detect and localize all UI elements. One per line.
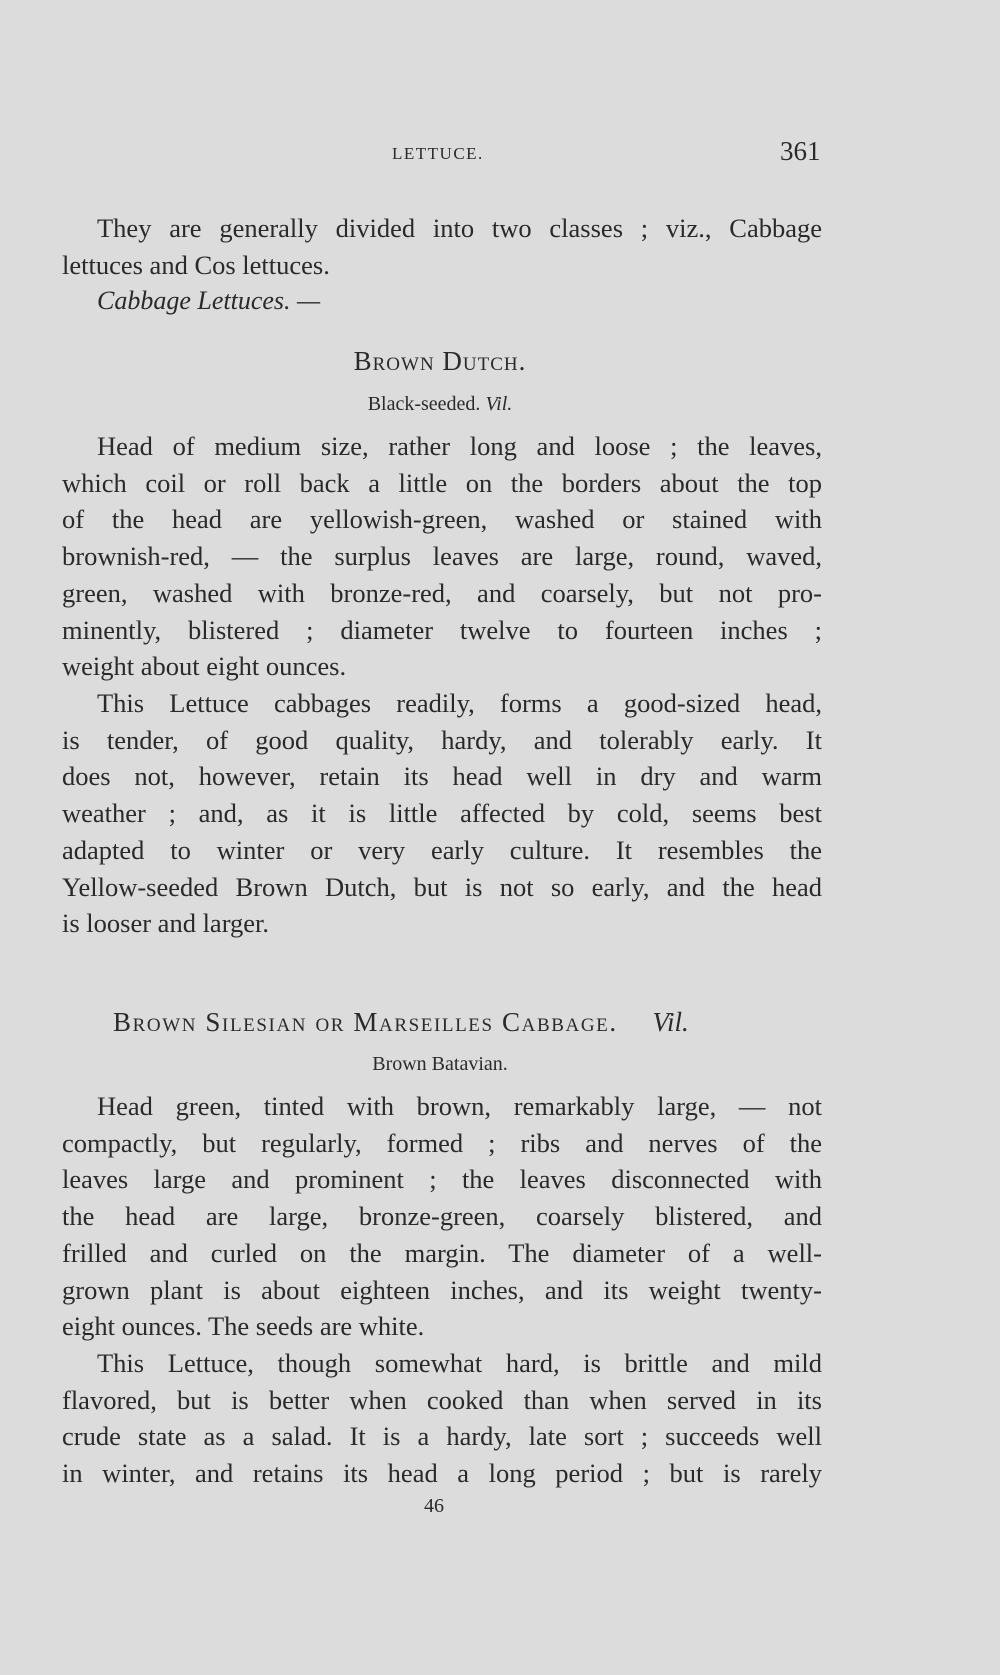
- text-line: is tender, of good quality, hardy, and tolerably early. It: [62, 724, 822, 755]
- text-line: brownish-red, — the surplus leaves are large, round, waved,: [62, 541, 822, 572]
- text-line: weather ; and, as it is little affected by cold, seems best: [62, 798, 822, 829]
- text-line: minently, blistered ; diameter twelve to fourteen inches ;: [62, 614, 822, 645]
- text-line: frilled and curled on the margin. The diameter of a well-: [62, 1237, 822, 1268]
- title-abbrev: Vil.: [652, 1007, 689, 1037]
- text-line: Yellow-seeded Brown Dutch, but is not so early, and the head: [62, 871, 822, 902]
- text-line: eight ounces. The seeds are white.: [62, 1311, 425, 1342]
- text-line: the head are large, bronze-green, coarsely blistered, and: [62, 1201, 822, 1232]
- text-line: crude state as a salad. It is a hardy, late sort ; succeeds well: [62, 1421, 822, 1452]
- text-line: Head green, tinted with brown, remarkably large, — not: [97, 1091, 822, 1121]
- text-line: Head of medium size, rather long and loose ; the leaves,: [97, 431, 822, 461]
- text-line: green, washed with bronze-red, and coarsely, but not pro-: [62, 577, 822, 608]
- section-title-brown-silesian: [113, 1007, 689, 1038]
- signature-mark: 46: [424, 1495, 444, 1517]
- text-line: leaves large and prominent ; the leaves disconnected with: [62, 1164, 822, 1195]
- text-line: This Lettuce, though somewhat hard, is brittle and mild: [97, 1348, 822, 1378]
- text-line: weight about eight ounces.: [62, 651, 347, 682]
- section-subtitle-brown-batavian: Brown Batavian.: [372, 1053, 508, 1075]
- text-line: is looser and larger.: [62, 908, 270, 939]
- text-line: does not, however, retain its head well in dry and warm: [62, 761, 822, 792]
- subtitle-abbrev: Vil.: [485, 393, 513, 415]
- text-line: lettuces and Cos lettuces.: [62, 249, 330, 280]
- subtitle-text: Black-seeded.: [367, 393, 481, 415]
- section-title-brown-dutch: Brown Dutch.: [353, 346, 527, 376]
- text-line: They are generally divided into two classes ; viz., Cabbage: [97, 213, 822, 243]
- subheading-text: Cabbage Lettuces. —: [97, 286, 321, 315]
- text-line: This Lettuce cabbages readily, forms a good-sized head,: [97, 688, 822, 718]
- text-line: of the head are yellowish-green, washed or stained with: [62, 504, 822, 535]
- text-line: which coil or roll back a little on the borders about the top: [62, 467, 822, 498]
- page-number: 361: [780, 136, 821, 166]
- text-line: compactly, but regularly, formed ; ribs and nerves of the: [62, 1127, 822, 1158]
- text-line: grown plant is about eighteen inches, and its weight twenty-: [62, 1274, 822, 1305]
- text-line: adapted to winter or very early culture. It resembles the: [62, 834, 822, 865]
- subheading-cabbage-lettuces: [97, 286, 320, 316]
- title-text: Brown Silesian or Marseilles Cabbage.: [113, 1007, 618, 1037]
- running-title: LETTUCE.: [392, 144, 484, 163]
- section-subtitle-brown-dutch: [0, 393, 940, 416]
- text-line: flavored, but is better when cooked than when served in its: [62, 1384, 822, 1415]
- text-line: in winter, and retains its head a long period ; but is rarely: [62, 1458, 822, 1489]
